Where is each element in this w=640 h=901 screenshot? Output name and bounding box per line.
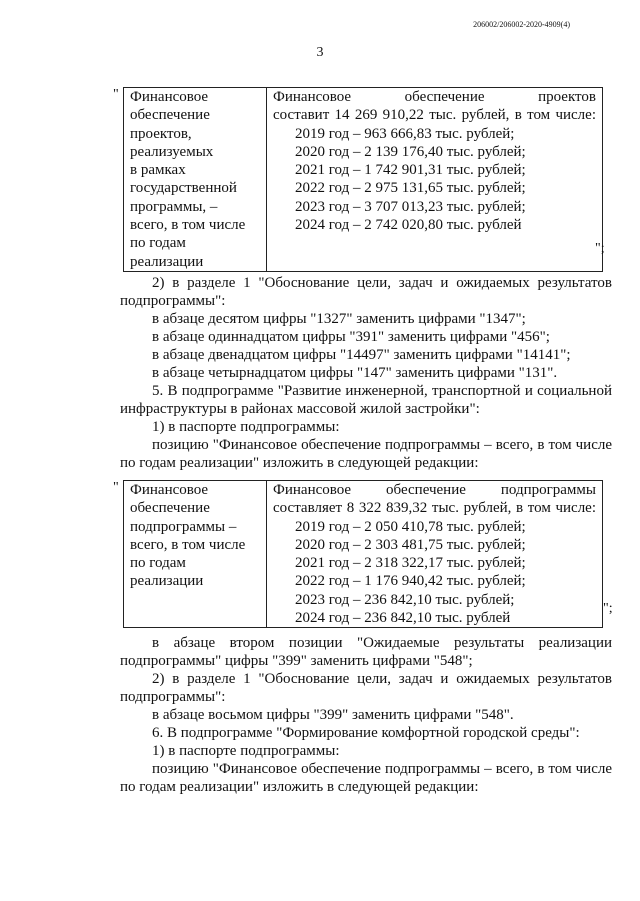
- funding-year-line: 2019 год – 963 666,83 тыс. рублей;: [295, 125, 515, 142]
- document-id: 206002/206002-2020-4909(4): [473, 20, 570, 29]
- funding-year-line: 2022 год – 2 975 131,65 тыс. рублей;: [295, 180, 526, 197]
- opening-quote: ": [113, 87, 119, 102]
- paragraph: 1) в паспорте подпрограммы:: [152, 419, 340, 435]
- funding-year-line: 2023 год – 236 842,10 тыс. рублей;: [295, 591, 515, 608]
- label-line: в рамках: [130, 162, 186, 179]
- paragraph: позицию "Финансовое обеспечение подпрограммы – всего, в том числе по годам реализации" изложить в следующей редакции:: [120, 761, 612, 795]
- closing-quote: ";: [595, 241, 605, 256]
- paragraph: в абзаце двенадцатом цифры "14497" заменить цифрами "14141";: [152, 347, 571, 363]
- label-line: Финансовое: [130, 89, 209, 105]
- funding-year-line: 2022 год – 1 176 940,42 тыс. рублей;: [295, 573, 526, 590]
- label-line: по годам: [130, 235, 186, 252]
- label-line: государственной: [130, 180, 237, 197]
- funding-year-line: 2023 год – 3 707 013,23 тыс. рублей;: [295, 198, 526, 215]
- label-line: проектов,: [130, 125, 192, 142]
- paragraph: в абзаце одиннадцатом цифры "391" заменить цифрами "456";: [152, 329, 550, 345]
- label-line: всего, в том числе: [130, 217, 246, 234]
- page-number: 3: [316, 45, 324, 60]
- paragraph: в абзаце втором позиции "Ожидаемые результаты реализации подпрограммы" цифры "399" заменить цифрами "548";: [120, 635, 612, 669]
- paragraph: 2) в разделе 1 "Обоснование цели, задач и ожидаемых результатов подпрограммы":: [120, 671, 612, 705]
- funding-label-cell: [124, 88, 267, 272]
- label-line: программы, –: [130, 198, 218, 215]
- label-line: обеспечение: [130, 107, 210, 124]
- paragraph: 5. В подпрограмме "Развитие инженерной, транспортной и социальной инфраструктуры в районах массовой жилой застройки":: [120, 383, 612, 417]
- funding-head-line: составит 14 269 910,22 тыс. рублей, в том числе:: [273, 107, 596, 124]
- paragraph: 1) в паспорте подпрограммы:: [152, 743, 340, 759]
- label-line: реализуемых: [130, 143, 214, 160]
- paragraph: в абзаце четырнадцатом цифры "147" заменить цифрами "131".: [152, 365, 558, 381]
- funding-year-line: 2020 год – 2 303 481,75 тыс. рублей;: [295, 536, 526, 553]
- paragraph: в абзаце восьмом цифры "399" заменить цифрами "548".: [152, 707, 514, 723]
- funding-year-line: 2024 год – 236 842,10 тыс. рублей: [295, 610, 511, 627]
- funding-table-subprogram: [123, 480, 603, 628]
- label-line: подпрограммы –: [130, 518, 237, 535]
- opening-quote: ": [113, 480, 119, 495]
- paragraph: в абзаце десятом цифры "1327" заменить цифрами "1347";: [152, 311, 526, 327]
- funding-year-line: 2019 год – 2 050 410,78 тыс. рублей;: [295, 518, 526, 535]
- label-line: обеспечение: [130, 500, 210, 517]
- funding-head-line: Финансовое обеспечение подпрограммы: [273, 482, 596, 498]
- funding-year-line: 2024 год – 2 742 020,80 тыс. рублей: [295, 217, 522, 234]
- funding-year-line: 2021 год – 2 318 322,17 тыс. рублей;: [295, 555, 526, 572]
- closing-quote: ";: [603, 601, 613, 616]
- funding-value-cell: [267, 88, 603, 272]
- label-line: по годам: [130, 555, 186, 572]
- paragraph: 6. В подпрограмме "Формирование комфортной городской среды":: [152, 725, 580, 741]
- funding-year-line: 2020 год – 2 139 176,40 тыс. рублей;: [295, 143, 526, 160]
- paragraph: позицию "Финансовое обеспечение подпрограммы – всего, в том числе по годам реализации" изложить в следующей редакции:: [120, 437, 612, 471]
- funding-head-line: Финансовое обеспечение проектов: [273, 89, 596, 105]
- funding-year-line: 2021 год – 1 742 901,31 тыс. рублей;: [295, 162, 526, 179]
- funding-value-cell: [267, 481, 603, 628]
- label-line: всего, в том числе: [130, 536, 246, 553]
- paragraph: 2) в разделе 1 "Обоснование цели, задач и ожидаемых результатов подпрограммы":: [120, 275, 612, 309]
- funding-table-projects: [123, 87, 603, 272]
- funding-label-cell: [124, 481, 267, 628]
- label-line: Финансовое: [130, 482, 209, 498]
- label-line: реализации: [130, 253, 204, 270]
- funding-head-line: составляет 8 322 839,32 тыс. рублей, в том числе:: [273, 500, 596, 517]
- label-line: реализации: [130, 573, 204, 590]
